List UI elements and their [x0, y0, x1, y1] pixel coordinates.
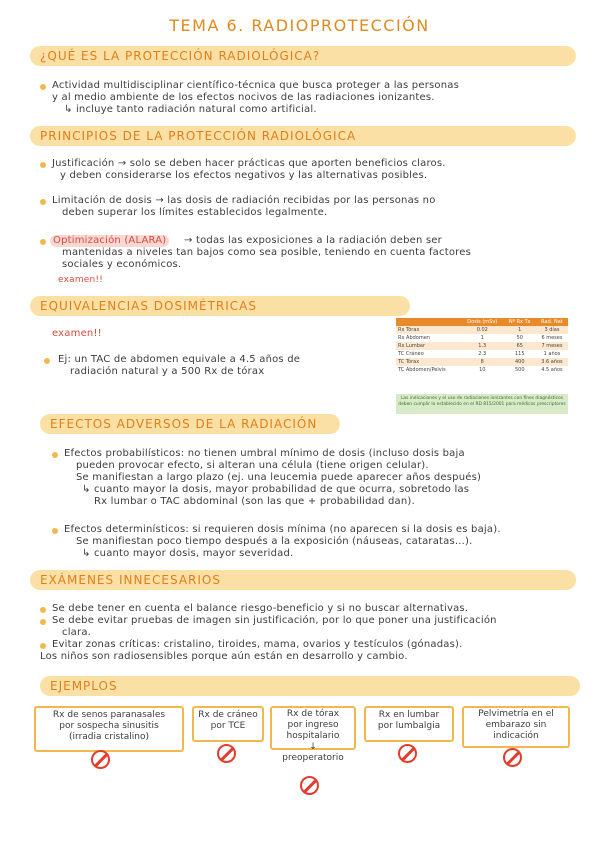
text-line: pueden provocar efecto, si alteran una célula (tiene origen celular). [76, 460, 429, 471]
table-header [396, 318, 461, 326]
table-cell: 7 meses [536, 342, 568, 350]
bullet-icon [40, 84, 46, 90]
table-header-row [396, 318, 568, 326]
text-line: Se manifiestan poco tiempo después a la exposición (náuseas, cataratas...). [76, 536, 473, 547]
text-line: Efectos determinísticos: si requieren dosis mínima (no aparecen si la dosis es baja). [64, 524, 501, 535]
optimizacion-label: Optimización (ALARA) [50, 235, 169, 247]
table-note: Las indicaciones y el uso de radiaciones ionizantes con fines diagnósticos deben cumplir lo establecido en el RD 815/2001 para médicos prescriptores [396, 394, 568, 414]
bullet-icon [52, 528, 58, 534]
table-cell: TC Abdomen/Pelvis [396, 366, 461, 374]
text-line: Efectos probabilísticos: no tienen umbral mínimo de dosis (incluso dosis baja [64, 448, 465, 459]
prohibited-icon [91, 750, 110, 769]
table-cell: 65 [504, 342, 536, 350]
section-heading-efectos: EFECTOS ADVERSOS DE LA RADIACIÓN [50, 417, 318, 431]
text-line: Justificación → solo se deben hacer prácticas que aporten beneficios claros. [52, 158, 446, 169]
example-line: Rx de senos paranasales [52, 710, 166, 720]
text-line: Ej: un TAC de abdomen equivale a 4.5 años de [58, 354, 301, 365]
text-line: Se manifiestan a largo plazo (ej. una leucemia puede aparecer años después) [76, 472, 482, 483]
prohibited-icon [503, 748, 522, 767]
text-line: Actividad multidisciplinar científico-técnica que busca proteger a las personas [52, 80, 460, 91]
table-cell: TC Cráneo [396, 350, 461, 358]
example-line: Pelvimetría en el [478, 709, 554, 719]
example-line: por lumbalgia [377, 721, 441, 731]
text-line: → todas las exposiciones a la radiación deben ser [184, 235, 442, 246]
table-cell: Rx Abdomen [396, 334, 461, 342]
page-title: TEMA 6. RADIOPROTECCIÓN [169, 16, 430, 35]
examen-note: examen!! [52, 328, 102, 339]
text-line: ↳ cuanto mayor la dosis, mayor probabilidad de que ocurra, sobretodo las [82, 484, 470, 495]
example-line: por TCE [210, 721, 246, 731]
text-line: ↳ incluye tanto radiación natural como artificial. [64, 104, 317, 115]
table-row [396, 326, 568, 334]
prohibited-icon [300, 776, 319, 795]
table-cell: 500 [504, 366, 536, 374]
section-heading-ejemplos: EJEMPLOS [50, 679, 118, 693]
text-line: Se debe evitar pruebas de imagen sin justificación, por lo que poner una justificación [52, 615, 497, 626]
text-line: ↳ cuanto mayor dosis, mayor severidad. [82, 548, 294, 559]
example-line: Rx en lumbar [378, 710, 440, 720]
table-row [396, 358, 568, 366]
example-line: ↓ [309, 742, 317, 752]
table-cell: Rx Lumbar [396, 342, 461, 350]
text-line: clara. [62, 627, 92, 638]
table-row [396, 366, 568, 374]
example-line: embarazo sin [485, 720, 547, 730]
examen-note: examen!! [58, 275, 104, 285]
table-cell: 2.3 [461, 350, 504, 358]
section-header-band [40, 676, 580, 696]
section-heading-que-es: ¿QUÉ ES LA PROTECCIÓN RADIOLÓGICA? [40, 49, 321, 63]
table-row [396, 350, 568, 358]
example-line: por sospecha sinusitis [59, 721, 159, 731]
text-line: Limitación de dosis → las dosis de radiación recibidas por las personas no [52, 195, 436, 206]
prohibited-icon [398, 744, 417, 763]
text-line: mantenidas a niveles tan bajos como sea posible, teniendo en cuenta factores [62, 247, 471, 258]
text-line: y deben considerarse los efectos negativos y las alternativas posibles. [60, 170, 428, 181]
table-header: Rad. Nat [536, 318, 568, 326]
table-cell: 8 [461, 358, 504, 366]
bullet-icon [40, 199, 46, 205]
example-text [366, 710, 452, 732]
table-cell: TC Tórax [396, 358, 461, 366]
table-cell: 1.3 [461, 342, 504, 350]
table-cell: 50 [504, 334, 536, 342]
table-cell: 10 [461, 366, 504, 374]
table-cell: Rx Tórax [396, 326, 461, 334]
example-text [464, 709, 568, 742]
example-line: por ingreso [287, 720, 339, 730]
text-line: deben superar los límites establecidos legalmente. [62, 207, 328, 218]
table-cell: 6 meses [536, 334, 568, 342]
bullet-icon [44, 358, 50, 364]
section-heading-principios: PRINCIPIOS DE LA PROTECCIÓN RADIOLÓGICA [40, 129, 357, 143]
bullet-icon [40, 607, 46, 613]
dose-equivalence-table [396, 318, 568, 374]
bullet-icon [40, 239, 46, 245]
bullet-icon [40, 162, 46, 168]
table-cell: 1 [504, 326, 536, 334]
table-cell: 0.02 [461, 326, 504, 334]
example-text [36, 710, 182, 743]
table-cell: 3.6 años [536, 358, 568, 366]
text-line: radiación natural y a 500 Rx de tórax [70, 366, 265, 377]
section-heading-equivalencias: EQUIVALENCIAS DOSIMÉTRICAS [40, 299, 257, 313]
text-line: y al medio ambiente de los efectos nocivos de las radiaciones ionizantes. [52, 92, 435, 103]
bullet-icon [40, 619, 46, 625]
example-line: (irradia cristalino) [69, 732, 149, 742]
table-cell: 4.5 años [536, 366, 568, 374]
example-line: hospitalario [286, 731, 340, 741]
section-heading-examenes: EXÁMENES INNECESARIOS [40, 573, 221, 587]
bullet-icon [40, 643, 46, 649]
text-line: sociales y económicos. [62, 259, 182, 270]
table-header: Nº Rx Tx [504, 318, 536, 326]
example-text [194, 710, 262, 732]
text-line: Evitar zonas críticas: cristalino, tiroides, mama, ovarios y testículos (gónadas). [52, 639, 463, 650]
table-cell: 400 [504, 358, 536, 366]
bullet-icon [52, 452, 58, 458]
example-line: preoperatorio [282, 753, 344, 763]
table-header: Dosis (mSv) [461, 318, 504, 326]
text-line: Se debe tener en cuenta el balance riesgo-beneficio y si no buscar alternativas. [52, 603, 469, 614]
table-cell: 1 años [536, 350, 568, 358]
table-cell: 1 [461, 334, 504, 342]
text-line: Rx lumbar o TAC abdominal (son las que + probabilidad dan). [94, 496, 415, 507]
text-line: Los niños son radiosensibles porque aún están en desarrollo y cambio. [40, 651, 408, 662]
example-line: indicación [493, 731, 539, 741]
example-line: Rx de tórax [286, 709, 340, 719]
example-text [272, 709, 354, 764]
table-row [396, 334, 568, 342]
table-row [396, 342, 568, 350]
prohibited-icon [217, 744, 236, 763]
example-line: Rx de cráneo [198, 710, 258, 720]
table-cell: 115 [504, 350, 536, 358]
table-cell: 3 días [536, 326, 568, 334]
